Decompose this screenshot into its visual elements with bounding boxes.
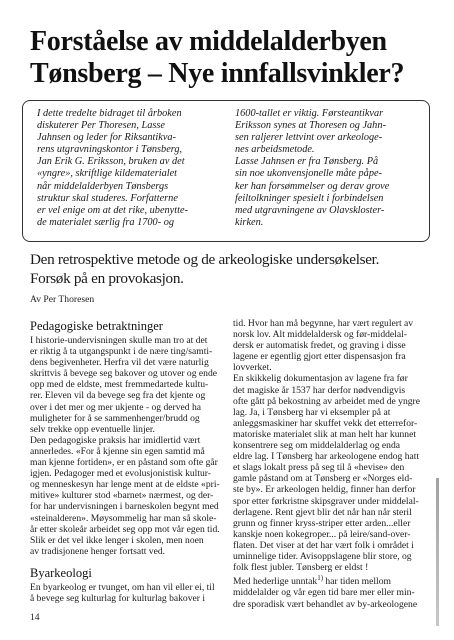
body-line: gamle påstand om at Tønsberg er «Norges eld-: [233, 473, 413, 485]
section-heading-pedagogy: Pedagogiske betraktninger: [30, 319, 163, 333]
body-line: konsentrere seg om middelalderlag og enda: [233, 440, 401, 452]
body-line: grunn og finner kryss-striper etter arden...eller: [233, 517, 411, 529]
body-line: kanskje noen kokegroper... på leire/sand-over-: [233, 528, 411, 540]
body-line: man kjenne fortiden», er en påstand som ofte går: [30, 457, 218, 469]
intro-line: er vel enige om at det rike, ubenytte-: [37, 204, 188, 216]
author-byline: Av Per Thoresen: [30, 294, 95, 305]
body-line: Den pedagogiske praksis har imidlertid vært: [30, 434, 201, 446]
body-line: er riktig å ta utgangspunkt i de nære ting/samti-: [30, 346, 213, 358]
intro-line: nes arbeidsmetode.: [235, 144, 315, 156]
body-line: av tradisjonene henger fortsatt ved.: [30, 545, 166, 557]
body-line: lag. Ja, i Tønsberg har vi eksempler på at: [233, 406, 391, 418]
intro-line: struktur skal studeres. Forfatterne: [37, 192, 178, 204]
body-line: det magiske år 1537 har derfor nødvendigvis: [233, 384, 406, 396]
body-right-column: [233, 318, 428, 610]
body-line: lovverket.: [233, 362, 272, 374]
intro-line: ker han forsømmelser og derav grove: [235, 180, 390, 192]
body-line: dersk er automatisk fredet, og graving i disse: [233, 340, 406, 352]
intro-line: I dette tredelte bidraget til årboken: [37, 108, 182, 119]
intro-line: kirken.: [235, 216, 264, 228]
body-line: «steinalderen». Møysommelig har man så skole-: [30, 512, 217, 524]
body-line-with-footnote: [233, 573, 428, 587]
body-line: rer. Eleven vil da bevege seg fra det kjente og: [30, 390, 206, 402]
page-title-line-2: Tønsberg – Nye innfallsvinkler?: [30, 58, 405, 89]
body-line: ste by». Er arkeologen heldig, finner han derfor: [233, 484, 416, 496]
body-left-column: [30, 318, 220, 604]
body-line: derlagene. Rent gjevt blir det når han når steril: [233, 506, 412, 518]
section-heading-urban-archaeology: Byarkeologi: [30, 565, 92, 580]
body-line: ofte gått på bekostning av arbeidet med de yngre: [233, 395, 421, 407]
body-line: selv trekke opp eventuelle linjer.: [30, 423, 155, 435]
body-line: mitive» kulturer stod «barnet» nærmest, og der-: [30, 490, 214, 502]
page-title: [30, 26, 430, 90]
intro-line: 1600-tallet er viktig. Førsteantikvar: [235, 108, 384, 119]
body-line: tid. Hvor han må begynne, har vært regulert av: [233, 318, 414, 329]
body-line: folk flest jubler. Tønsberg er eldst !: [233, 562, 369, 574]
intro-line: Lasse Jahnsen er fra Tønsberg. På: [235, 156, 379, 168]
intro-line: sen raljerer lettvint over arkeologe-: [235, 132, 383, 144]
intro-line: sin noe ukonvensjonelle måte påpe-: [235, 168, 382, 180]
body-line: En byarkeolog er tvunget, om han vil eller ei, til: [30, 581, 215, 593]
body-line: uminnelige tider. Avisoppslagene blir store, og: [233, 550, 412, 562]
body-line: spor etter førkristne skipsgraver under middelal-: [233, 495, 419, 507]
intro-box: [22, 100, 430, 242]
body-line: opp med de eldste, mest fremmedartede kultu-: [30, 379, 209, 391]
body-line: eldre lag. I Tønsberg har arkeologene endog hatt: [233, 451, 420, 463]
body-line: år etter skoleår arbeidet seg opp mot vår egen tid.: [30, 523, 220, 535]
intro-line: med utgravningene av Olavskloster-: [235, 204, 385, 216]
subtitle-line-2: Forsøk på en provokasjon.: [30, 270, 184, 287]
body-line: dens begivenheter. Herfra vil det være naturlig: [30, 357, 209, 369]
page-edge-mark: [436, 478, 439, 626]
body-line: å bevege seg kulturlag for kulturlag bakover i: [30, 592, 206, 604]
intro-line: rens utgravningskontor i Tønsberg,: [37, 144, 183, 156]
body-line: En skikkelig dokumentasjon av lagene fra før: [233, 373, 408, 385]
body-line: Slik er det vel ikke lenger i skolen, men noen: [30, 534, 204, 546]
intro-line: Eriksson synes at Thoresen og Jahn-: [235, 120, 386, 132]
body-line: anleggsmaskiner har skuffet vekk det etterrefor-: [233, 417, 418, 429]
intro-line: diskuterer Per Thoresen, Lasse: [37, 120, 165, 132]
intro-right-column: [235, 108, 425, 229]
body-line: matoriske materialet slik at man helt har kunnet: [233, 428, 417, 440]
body-line: dre sporadisk vært behandlet av by-arkeologene: [233, 598, 418, 610]
intro-line: «yngre», skriftlige kildematerialet: [37, 168, 178, 180]
body-line: igjen. Pedagoger med et evolusjonistisk kultur-: [30, 468, 211, 480]
intro-line: når middelalderbyen Tønsbergs: [37, 180, 169, 192]
footnote-marker[interactable]: 1): [317, 574, 324, 583]
body-text: har tiden mellom: [323, 576, 391, 588]
intro-line: Jan Erik G. Eriksson, bruken av det: [37, 156, 185, 168]
body-text: Med hederlige unntak: [233, 576, 318, 588]
intro-line: feiltolkninger spesielt i forbindelsen: [235, 192, 384, 204]
subtitle-line-1: Den retrospektive metode og de arkeologiske undersøkelser.: [30, 251, 380, 268]
page-title-line-1: Forståelse av middelalderbyen: [30, 26, 387, 57]
body-line: annerledes. «For å kjenne sin egen samtid må: [30, 445, 205, 457]
body-line: et slags lokalt press på seg til å «hevise» den: [233, 462, 405, 474]
intro-line: Jahnsen og leder for Riksantikva-: [37, 132, 176, 144]
body-line: lagene er egentlig gjort etter dispensasjon fra: [233, 351, 406, 363]
body-line: norsk lov. Alt middelaldersk og før-middelal-: [233, 329, 407, 341]
body-line: muligheter for å se sammenhenger/brudd og: [30, 412, 200, 424]
page-number: 14: [30, 612, 40, 623]
body-line: over i det mer og mer ukjente - og derved ha: [30, 401, 202, 413]
intro-line: de materialet særlig fra 1700- og: [37, 216, 175, 228]
body-line: skrittvis å bevege seg bakover og utover og ende: [30, 368, 218, 380]
body-line: og menneskesyn har lenge ment at de eldste «pri-: [30, 479, 220, 491]
body-line: I historie-undervisningen skulle man tro at det: [30, 335, 208, 346]
article-subtitle: [30, 250, 440, 288]
body-line: middelalder og vår egen tid bare mer eller min-: [233, 587, 415, 599]
body-line: flaten. Det viser at det har vært folk i området i: [233, 539, 414, 551]
body-line: for har undervisningen i barneskolen begynt med: [30, 501, 219, 513]
intro-left-column: [37, 108, 227, 229]
